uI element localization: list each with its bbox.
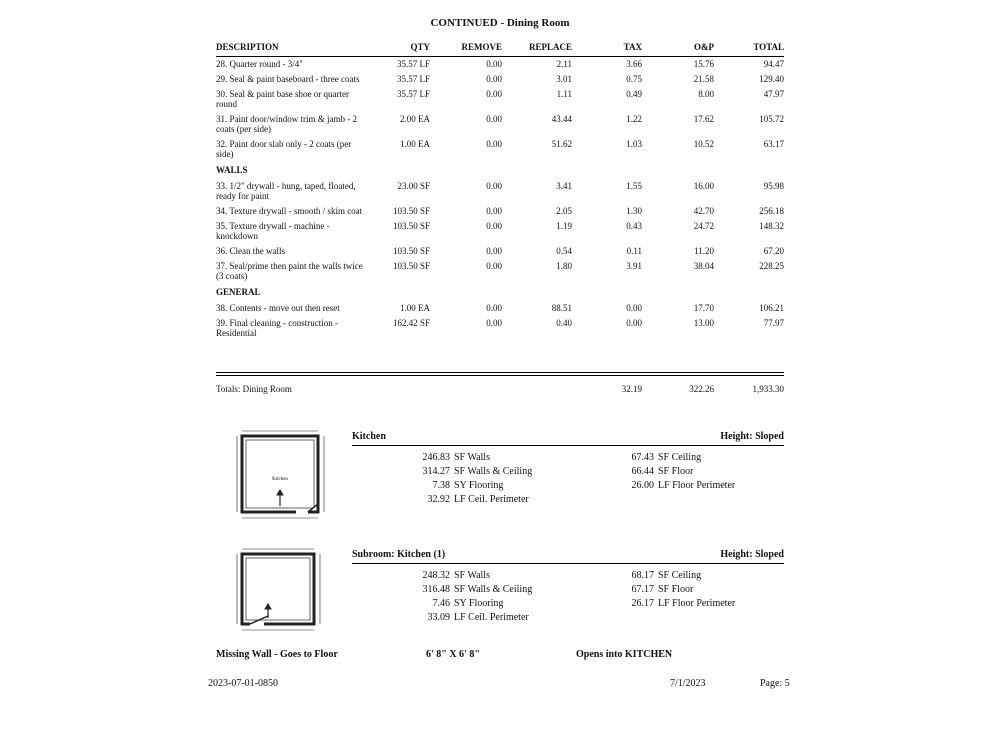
estimate-table bbox=[216, 40, 784, 341]
measurement bbox=[608, 452, 701, 463]
tax-cell: 3.66 bbox=[626, 59, 642, 69]
measurement bbox=[608, 584, 693, 595]
description-cell: 36. Clean the walls bbox=[216, 246, 285, 256]
totals-op: 322.26 bbox=[689, 384, 714, 394]
replace-cell: 88.51 bbox=[551, 303, 572, 313]
measurement-unit: LF Ceil. Perimeter bbox=[454, 612, 529, 623]
remove-cell: 0.00 bbox=[486, 221, 502, 231]
room-name: Subroom: Kitchen (1) bbox=[352, 549, 446, 560]
total-cell: 129.40 bbox=[759, 74, 784, 84]
qty-cell: 23.00 SF bbox=[397, 181, 430, 191]
room-height: Height: Sloped bbox=[720, 431, 784, 442]
measurement-value: 68.17 bbox=[631, 570, 654, 581]
measurement-unit: SF Floor bbox=[658, 584, 694, 595]
description-cell: 29. Seal & paint baseboard - three coats bbox=[216, 74, 360, 84]
measurement bbox=[608, 466, 693, 477]
remove-cell: 0.00 bbox=[486, 139, 502, 149]
total-cell: 105.72 bbox=[759, 114, 784, 124]
qty-cell: 35.57 LF bbox=[396, 74, 430, 84]
total-cell: 77.97 bbox=[763, 318, 784, 328]
tax-cell: 0.43 bbox=[626, 221, 642, 231]
line-item-row bbox=[216, 87, 784, 112]
totals-rule bbox=[216, 375, 784, 376]
description-cell: 32. Paint door slab only - 2 coats (per side) bbox=[216, 139, 352, 159]
tax-cell: 0.49 bbox=[626, 89, 642, 99]
measurement-value: 248.32 bbox=[422, 570, 450, 581]
section-title: GENERAL bbox=[216, 287, 261, 297]
op-cell: 38.04 bbox=[693, 261, 714, 271]
qty-cell: 1.00 EA bbox=[400, 139, 430, 149]
replace-cell: 3.41 bbox=[556, 181, 572, 191]
line-item-row bbox=[216, 244, 784, 259]
missing-wall-opens: Opens into KITCHEN bbox=[576, 649, 673, 660]
measurement-value: 26.00 bbox=[631, 480, 654, 491]
table-header-row bbox=[216, 40, 784, 57]
qty-cell: 103.50 SF bbox=[392, 206, 430, 216]
op-cell: 21.58 bbox=[693, 74, 714, 84]
col-replace: REPLACE bbox=[502, 40, 572, 57]
measurement-value: 7.46 bbox=[432, 598, 450, 609]
measurement-unit: SY Flooring bbox=[454, 480, 504, 491]
op-cell: 10.52 bbox=[693, 139, 714, 149]
qty-cell: 103.50 SF bbox=[392, 246, 430, 256]
total-cell: 94.47 bbox=[763, 59, 784, 69]
total-cell: 67.20 bbox=[763, 246, 784, 256]
col-qty: QTY bbox=[370, 40, 430, 57]
replace-cell: 1.11 bbox=[556, 89, 572, 99]
description-cell: 37. Seal/prime then paint the walls twice (3 coats) bbox=[216, 261, 363, 281]
room-header bbox=[352, 549, 784, 564]
qty-cell: 35.57 LF bbox=[396, 89, 430, 99]
measurement-unit: SF Ceiling bbox=[658, 570, 702, 581]
tax-cell: 0.11 bbox=[626, 246, 642, 256]
total-cell: 63.17 bbox=[763, 139, 784, 149]
replace-cell: 51.62 bbox=[551, 139, 572, 149]
total-cell: 148.32 bbox=[759, 221, 784, 231]
remove-cell: 0.00 bbox=[486, 303, 502, 313]
measurement-unit: SF Walls bbox=[454, 452, 490, 463]
remove-cell: 0.00 bbox=[486, 261, 502, 271]
total-cell: 256.18 bbox=[759, 206, 784, 216]
room-name: Kitchen bbox=[352, 431, 386, 442]
measurement bbox=[608, 598, 735, 609]
line-item-row bbox=[216, 316, 784, 341]
description-cell: 30. Seal & paint base shoe or quarter round bbox=[216, 89, 349, 109]
description-cell: 38. Contents - move out then reset bbox=[216, 303, 340, 313]
replace-cell: 43.44 bbox=[551, 114, 572, 124]
op-cell: 24.72 bbox=[693, 221, 714, 231]
section-header-row bbox=[216, 162, 784, 179]
footer-date: 7/1/2023 bbox=[670, 678, 706, 689]
line-item-row bbox=[216, 137, 784, 162]
description-cell: 39. Final cleaning - construction - Residential bbox=[216, 318, 338, 338]
remove-cell: 0.00 bbox=[486, 206, 502, 216]
section-header-row bbox=[216, 284, 784, 301]
measurement bbox=[404, 452, 490, 463]
measurement bbox=[404, 494, 529, 505]
measurement-unit: SF Walls & Ceiling bbox=[454, 466, 533, 477]
qty-cell: 162.42 SF bbox=[392, 318, 430, 328]
tax-cell: 1.22 bbox=[626, 114, 642, 124]
measurement bbox=[404, 584, 532, 595]
total-cell: 228.25 bbox=[759, 261, 784, 271]
measurement-unit: SF Floor bbox=[658, 466, 694, 477]
totals-tax: 32.19 bbox=[621, 384, 642, 394]
tax-cell: 1.30 bbox=[626, 206, 642, 216]
subroom-floor-plan bbox=[234, 546, 330, 634]
measurement bbox=[404, 598, 503, 609]
op-cell: 17.70 bbox=[693, 303, 714, 313]
qty-cell: 103.50 SF bbox=[392, 221, 430, 231]
tax-cell: 3.91 bbox=[626, 261, 642, 271]
replace-cell: 1.19 bbox=[556, 221, 572, 231]
plan-room-label: Kitchen bbox=[272, 477, 288, 482]
tax-cell: 1.03 bbox=[626, 139, 642, 149]
op-cell: 16.00 bbox=[693, 181, 714, 191]
remove-cell: 0.00 bbox=[486, 318, 502, 328]
line-item-row bbox=[216, 57, 784, 73]
col-description: DESCRIPTION bbox=[216, 40, 370, 57]
measurement bbox=[608, 480, 735, 491]
measurement-value: 7.38 bbox=[432, 480, 450, 491]
line-item-row bbox=[216, 219, 784, 244]
measurement bbox=[404, 466, 532, 477]
measurement-value: 32.92 bbox=[427, 494, 450, 505]
measurement bbox=[608, 570, 701, 581]
op-cell: 17.62 bbox=[693, 114, 714, 124]
op-cell: 42.70 bbox=[693, 206, 714, 216]
op-cell: 13.00 bbox=[693, 318, 714, 328]
col-tax: TAX bbox=[572, 40, 642, 57]
replace-cell: 2.05 bbox=[556, 206, 572, 216]
col-remove: REMOVE bbox=[430, 40, 502, 57]
line-item-row bbox=[216, 72, 784, 87]
line-item-row bbox=[216, 179, 784, 204]
line-item-row bbox=[216, 112, 784, 137]
replace-cell: 0.40 bbox=[556, 318, 572, 328]
line-item-row bbox=[216, 259, 784, 284]
op-cell: 11.20 bbox=[694, 246, 714, 256]
description-cell: 35. Texture drywall - machine - knockdown bbox=[216, 221, 330, 241]
measurement bbox=[404, 570, 490, 581]
description-cell: 28. Quarter round - 3/4" bbox=[216, 59, 303, 69]
line-item-row bbox=[216, 301, 784, 316]
total-cell: 106.21 bbox=[759, 303, 784, 313]
description-cell: 31. Paint door/window trim & jamb - 2 coats (per side) bbox=[216, 114, 357, 134]
replace-cell: 3.01 bbox=[556, 74, 572, 84]
measurement-value: 314.27 bbox=[422, 466, 450, 477]
qty-cell: 2.00 EA bbox=[400, 114, 430, 124]
tax-cell: 0.75 bbox=[626, 74, 642, 84]
op-cell: 15.76 bbox=[693, 59, 714, 69]
measurement-unit: LF Ceil. Perimeter bbox=[454, 494, 529, 505]
missing-wall-label: Missing Wall - Goes to Floor bbox=[216, 649, 338, 660]
remove-cell: 0.00 bbox=[486, 114, 502, 124]
room-height: Height: Sloped bbox=[720, 549, 784, 560]
qty-cell: 35.57 LF bbox=[396, 59, 430, 69]
section-title: WALLS bbox=[216, 165, 248, 175]
room-block bbox=[352, 549, 784, 639]
footer-page-number: Page: 5 bbox=[760, 678, 790, 689]
room-block bbox=[352, 431, 784, 521]
remove-cell: 0.00 bbox=[486, 89, 502, 99]
total-cell: 95.98 bbox=[763, 181, 784, 191]
col-op: O&P bbox=[642, 40, 714, 57]
remove-cell: 0.00 bbox=[486, 59, 502, 69]
measurement bbox=[404, 480, 503, 491]
op-cell: 8.00 bbox=[698, 89, 714, 99]
table-body bbox=[216, 57, 784, 342]
measurement-unit: SY Flooring bbox=[454, 598, 504, 609]
tax-cell: 0.00 bbox=[626, 303, 642, 313]
qty-cell: 103.50 SF bbox=[392, 261, 430, 271]
total-cell: 47.97 bbox=[763, 89, 784, 99]
measurement-unit: SF Walls bbox=[454, 570, 490, 581]
room-header bbox=[352, 431, 784, 446]
col-total: TOTAL bbox=[714, 40, 784, 57]
line-item-row bbox=[216, 204, 784, 219]
measurement-value: 316.48 bbox=[422, 584, 450, 595]
measurement-value: 67.43 bbox=[631, 452, 654, 463]
measurement-value: 246.83 bbox=[422, 452, 450, 463]
description-cell: 33. 1/2" drywall - hung, taped, floated, ready for paint bbox=[216, 181, 356, 201]
measurement-unit: SF Walls & Ceiling bbox=[454, 584, 533, 595]
kitchen-floor-plan bbox=[234, 428, 330, 524]
replace-cell: 2.11 bbox=[556, 59, 572, 69]
missing-wall-size: 6' 8" X 6' 8" bbox=[426, 649, 480, 660]
totals-rule bbox=[216, 372, 784, 373]
remove-cell: 0.00 bbox=[486, 246, 502, 256]
qty-cell: 1.00 EA bbox=[400, 303, 430, 313]
measurement bbox=[404, 612, 529, 623]
replace-cell: 1.80 bbox=[556, 261, 572, 271]
measurement-value: 26.17 bbox=[631, 598, 654, 609]
page-title: CONTINUED - Dining Room bbox=[430, 17, 570, 29]
measurement-value: 67.17 bbox=[631, 584, 654, 595]
replace-cell: 0.54 bbox=[556, 246, 572, 256]
footer-document-id: 2023-07-01-0850 bbox=[208, 678, 278, 689]
remove-cell: 0.00 bbox=[486, 74, 502, 84]
tax-cell: 1.55 bbox=[626, 181, 642, 191]
measurement-unit: LF Floor Perimeter bbox=[658, 480, 736, 491]
description-cell: 34. Texture drywall - smooth / skim coat bbox=[216, 206, 363, 216]
totals-label: Totals: Dining Room bbox=[216, 384, 292, 394]
measurement-unit: LF Floor Perimeter bbox=[658, 598, 736, 609]
totals-total: 1,933.30 bbox=[752, 384, 784, 394]
measurement-unit: SF Ceiling bbox=[658, 452, 702, 463]
measurement-value: 66.44 bbox=[631, 466, 654, 477]
remove-cell: 0.00 bbox=[486, 181, 502, 191]
measurement-value: 33.09 bbox=[427, 612, 450, 623]
tax-cell: 0.00 bbox=[626, 318, 642, 328]
